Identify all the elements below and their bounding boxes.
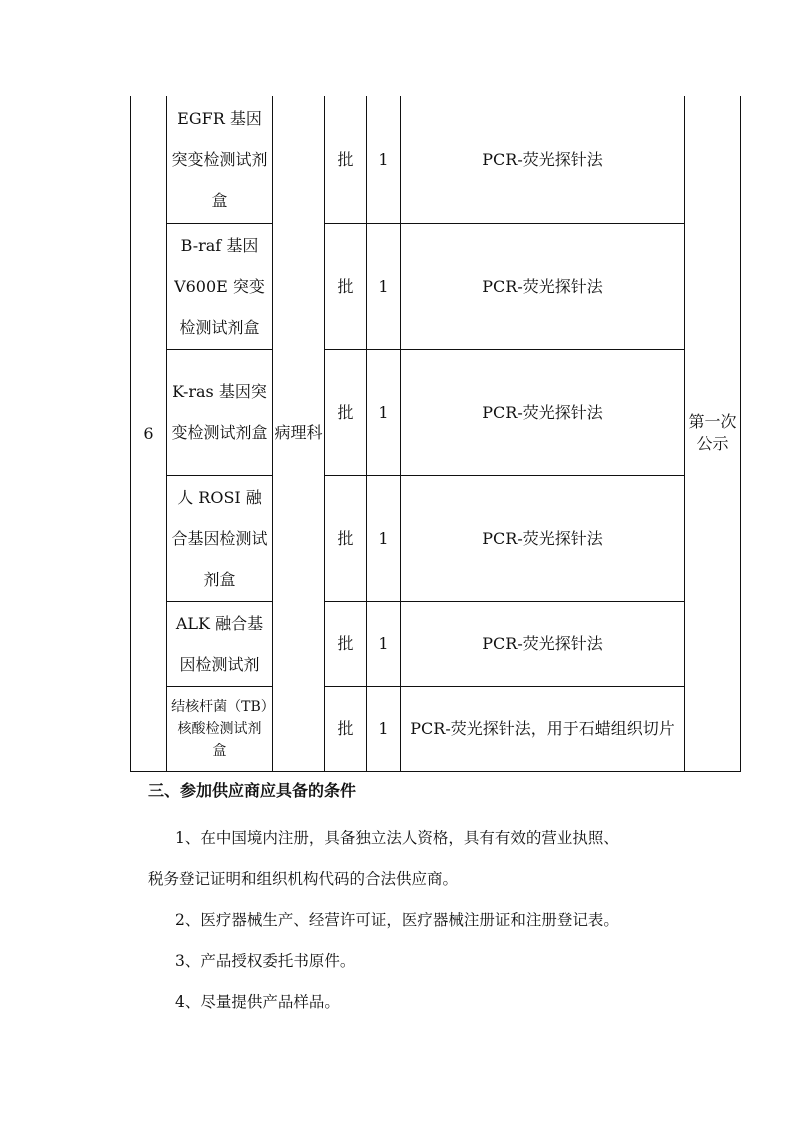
department-cell: 病理科 [273,96,325,771]
method-cell: PCR-荧光探针法 [401,96,685,223]
quantity-cell: 1 [367,96,401,223]
requirement-item: 税务登记证明和组织机构代码的合法供应商。 [148,870,459,888]
product-name-cell: 人 ROSI 融合基因检测试剂盒 [167,475,273,601]
remark-cell: 第一次公示 [685,96,741,771]
product-name-cell: 结核杆菌（TB）核酸检测试剂盒 [167,686,273,771]
table-row [131,601,741,686]
method-cell: PCR-荧光探针法 [401,223,685,349]
unit-cell: 批 [325,349,367,475]
method-cell: PCR-荧光探针法，用于石蜡组织切片 [401,686,685,771]
product-name-cell: B-raf 基因V600E 突变检测试剂盒 [167,223,273,349]
quantity-cell: 1 [367,349,401,475]
unit-cell: 批 [325,223,367,349]
product-name-cell: EGFR 基因突变检测试剂盒 [167,96,273,223]
requirement-item: 2、医疗器械生产、经营许可证，医疗器械注册证和注册登记表。 [175,911,619,929]
table-row [131,349,741,475]
requirement-item: 4、尽量提供产品样品。 [175,993,340,1011]
quantity-cell: 1 [367,223,401,349]
quantity-cell: 1 [367,601,401,686]
product-table [130,96,741,772]
table-row [131,223,741,349]
quantity-cell: 1 [367,686,401,771]
method-cell: PCR-荧光探针法 [401,601,685,686]
unit-cell: 批 [325,475,367,601]
unit-cell: 批 [325,686,367,771]
unit-cell: 批 [325,601,367,686]
section-heading: 三、参加供应商应具备的条件 [148,781,357,800]
product-name-cell: K-ras 基因突变检测试剂盒 [167,349,273,475]
requirement-item: 3、产品授权委托书原件。 [175,952,356,970]
method-cell: PCR-荧光探针法 [401,349,685,475]
table-row [131,96,741,223]
row-number-cell: 6 [131,96,167,771]
table-row [131,686,741,771]
requirement-item: 1、在中国境内注册，具备独立法人资格，具有有效的营业执照、 [175,829,619,847]
quantity-cell: 1 [367,475,401,601]
product-name-cell: ALK 融合基因检测试剂 [167,601,273,686]
method-cell: PCR-荧光探针法 [401,475,685,601]
unit-cell: 批 [325,96,367,223]
table-row [131,475,741,601]
